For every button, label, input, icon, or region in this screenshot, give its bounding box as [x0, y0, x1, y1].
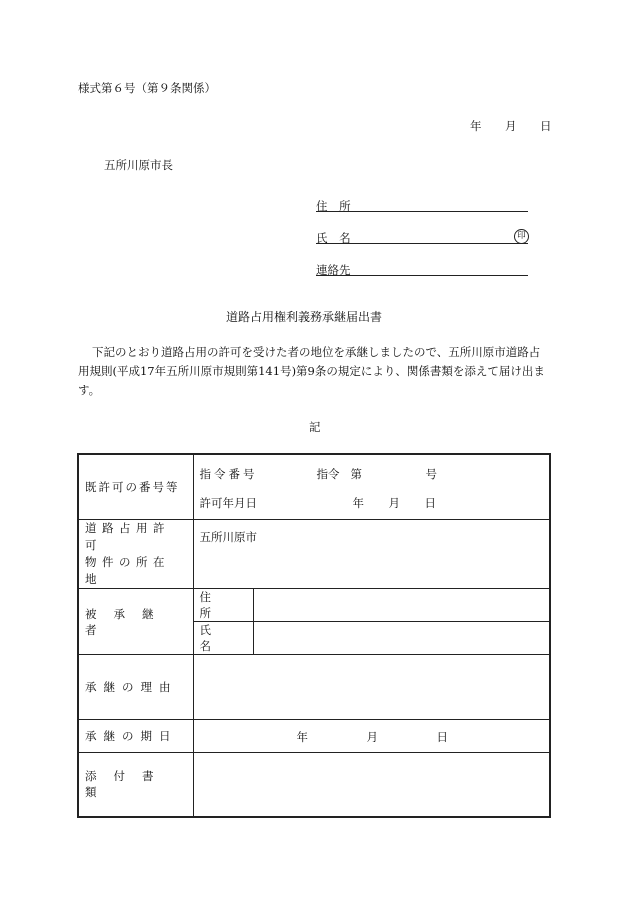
reason-field[interactable]	[193, 655, 550, 720]
predecessor-address-label: 住 所	[199, 590, 223, 620]
body-text-line-3: す。	[78, 383, 101, 397]
row-successor-address	[78, 589, 550, 622]
body-text-line-2: 用規則(平成17年五所川原市規則第141号)第9条の規定により、関係書類を添えて届け出ま	[78, 364, 545, 378]
attachments-field[interactable]	[193, 753, 550, 817]
predecessor-name-label: 氏 名	[199, 623, 223, 653]
ki-label: 記	[309, 420, 321, 434]
order-prefix: 指令	[316, 467, 340, 481]
applicant-address-label: 住 所	[316, 199, 355, 213]
succession-month: 月	[366, 730, 378, 744]
reason-label-cell	[78, 655, 193, 720]
permit-number-content[interactable]	[193, 454, 550, 520]
date-day-label: 日	[540, 119, 552, 133]
predecessor-label-cell	[78, 589, 193, 655]
applicant-contact-label: 連絡先	[316, 263, 351, 277]
body-text-line-1: 下記のとおり道路占用の許可を受けた者の地位を承継しましたので、五所川原市道路占	[92, 345, 541, 359]
succession-date-label: 承継の期日	[85, 729, 178, 743]
addressee: 五所川原市長	[104, 158, 173, 172]
location-value-cell[interactable]	[193, 520, 550, 589]
predecessor-label: 被承継者	[85, 606, 171, 637]
date-month-label: 月	[505, 119, 517, 133]
permit-year: 年	[352, 496, 364, 510]
applicant-address-line[interactable]	[316, 211, 528, 212]
permit-month: 月	[388, 496, 400, 510]
order-number-label: 指令番号	[199, 467, 258, 481]
succession-year: 年	[296, 730, 308, 744]
order-go: 号	[425, 467, 437, 481]
permit-number-label: 既許可の番号等	[85, 480, 180, 494]
predecessor-name-field[interactable]	[253, 622, 550, 655]
applicant-name-line[interactable]	[316, 243, 528, 244]
permit-number-label-cell	[78, 454, 193, 520]
predecessor-address-field[interactable]	[253, 589, 550, 622]
form-number: 様式第６号（第９条関係）	[78, 81, 216, 95]
applicant-contact-line[interactable]	[316, 275, 528, 276]
date-year-label: 年	[470, 119, 482, 133]
document-title: 道路占用権利義務承継届出書	[226, 310, 383, 324]
row-location	[78, 520, 550, 589]
row-reason	[78, 655, 550, 720]
row-attachments	[78, 753, 550, 817]
attachments-label-cell	[78, 753, 193, 817]
row-permit-number	[78, 454, 550, 520]
succession-day: 日	[436, 730, 448, 744]
seal-mark: 印	[514, 229, 529, 244]
permit-date-label: 許可年月日	[199, 496, 257, 510]
location-label-cell	[78, 520, 193, 589]
reason-label: 承継の理由	[85, 680, 178, 694]
succession-date-field[interactable]	[193, 720, 550, 753]
permit-day: 日	[424, 496, 436, 510]
predecessor-name-label-cell	[193, 622, 253, 655]
applicant-name-label: 氏 名	[316, 231, 355, 245]
succession-date-label-cell	[78, 720, 193, 753]
location-label-line-1: 道路占用許可	[85, 521, 170, 552]
predecessor-address-label-cell	[193, 589, 253, 622]
location-label-line-2: 物件の所在地	[85, 555, 170, 586]
order-dai: 第	[350, 467, 362, 481]
attachments-label: 添付書類	[85, 769, 171, 800]
form-table	[77, 453, 551, 818]
location-value: 五所川原市	[199, 530, 257, 544]
row-succession-date	[78, 720, 550, 753]
